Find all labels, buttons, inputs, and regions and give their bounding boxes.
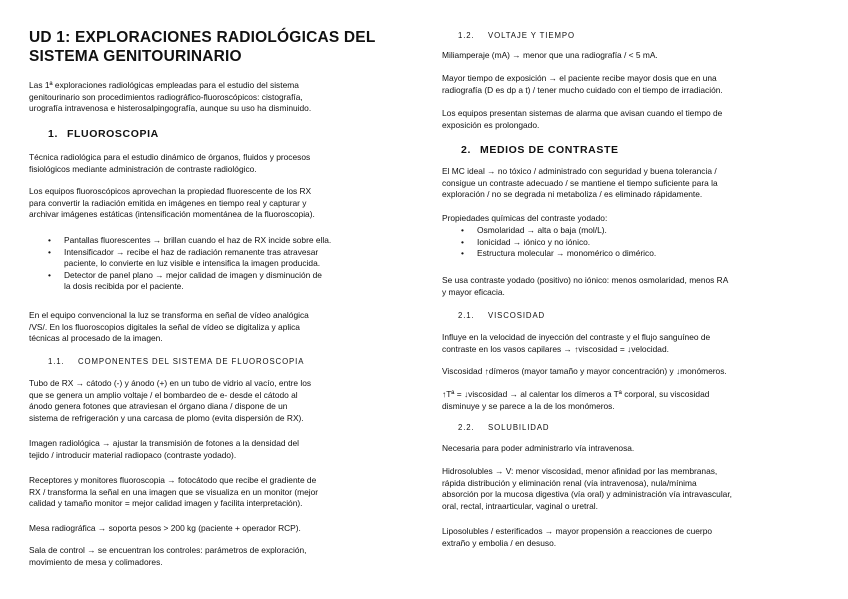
section-number: 2.2. [458, 423, 475, 432]
text-line: sistema de refrigeración y una carcasa de plomo (evita dispersión de RX). [29, 412, 304, 423]
list-item [455, 237, 820, 249]
bullet-icon: • [48, 235, 51, 245]
paragraph [29, 186, 406, 221]
text-line: la dosis recibida por el paciente. [64, 281, 184, 291]
subsection-heading-voltaje [458, 31, 575, 40]
properties-bullet-list [455, 225, 820, 260]
page-title [29, 28, 409, 66]
text-line: Mayor tiempo de exposición → el paciente recibe mayor dosis que en una [442, 73, 717, 83]
section-title: VOLTAJE Y TIEMPO [488, 31, 575, 40]
text-line: Ionicidad → iónico y no iónico. [477, 236, 591, 247]
text-line: El MC ideal → no tóxico / administrado con seguridad y buena tolerancia / [442, 166, 717, 176]
paragraph [29, 438, 406, 461]
text-line: absorción por la mucosa digestiva (vía oral) y administración vía intravascular, [442, 489, 732, 499]
paragraph [442, 275, 820, 298]
paragraph [442, 108, 820, 131]
text-line: Intensificador → recibe el haz de radiación remanente tras atravesar [64, 246, 319, 257]
paragraph [29, 523, 406, 535]
section-title: FLUOROSCOPIA [67, 128, 159, 140]
text-line: Detector de panel plano → mejor calidad de imagen y disminución de [64, 269, 322, 280]
list-item [42, 270, 406, 293]
text-line: que se genera un amplio voltaje / el bombardeo de e- desde el cátodo al [29, 389, 298, 400]
list-item [455, 248, 820, 260]
text-line: Hidrosolubles → V: menor viscosidad, menor afinidad por las membranas, [442, 466, 718, 476]
bullet-icon: • [461, 236, 464, 247]
paragraph [442, 389, 820, 412]
paragraph [29, 310, 406, 345]
text-line: Viscosidad ↑dímeros (mayor tamaño y mayor concentración) y ↓monómeros. [442, 366, 727, 376]
text-line: Propiedades químicas del contraste yodado: [442, 213, 608, 223]
title-line: SISTEMA GENITOURINARIO [29, 48, 242, 65]
section-title: COMPONENTES DEL SISTEMA DE FLUOROSCOPIA [78, 357, 305, 366]
paragraph [442, 50, 820, 62]
paragraph [29, 475, 406, 510]
subsection-heading-viscosidad [458, 311, 545, 320]
paragraph [442, 213, 820, 225]
text-line: Osmolaridad → alta o baja (mol/L). [477, 225, 607, 235]
text-line: paciente, lo convierte en luz visible e intensifica la imagen producida. [64, 258, 321, 268]
text-line: Miliamperaje (mA) → menor que una radiografía / < 5 mA. [442, 50, 658, 60]
text-line: Los equipos presentan sistemas de alarma que avisan cuando el tiempo de [442, 108, 723, 118]
paragraph [442, 73, 820, 96]
bullet-icon: • [461, 248, 464, 258]
paragraph [29, 152, 406, 175]
text-line: Mesa radiográfica → soporta pesos > 200 kg (paciente + operador RCP). [29, 523, 301, 533]
text-line: Influye en la velocidad de inyección del contraste y el flujo sanguíneo de [442, 332, 711, 342]
text-line: Las 1ª exploraciones radiológicas empleadas para el estudio del sistema [29, 80, 299, 90]
paragraph [442, 466, 820, 512]
text-line: técnicas al procesado de la imagen. [29, 333, 163, 343]
text-line: contraste en los vasos capilares → ↑viscosidad = ↓velocidad. [442, 343, 669, 354]
section-number: 2.1. [458, 311, 475, 320]
text-line: Tubo de RX → cátodo (-) y ánodo (+) en un tubo de vidrio al vacío, entre los [29, 378, 312, 388]
section-number: 1.2. [458, 31, 475, 40]
text-line: ánodo genera fotones que atraviesan el órgano diana / dispone de un [29, 401, 288, 411]
paragraph [29, 545, 406, 568]
list-item [42, 247, 406, 270]
paragraph [29, 378, 406, 424]
text-line: /VS/. En los fluoroscopios digitales la señal de vídeo se digitaliza y aplica [29, 321, 300, 332]
paragraph [442, 526, 820, 549]
bullet-icon: • [461, 225, 464, 235]
equipment-bullet-list [42, 235, 406, 293]
text-line: Receptores y monitores fluoroscopia → fotocátodo que recibe el gradiente de [29, 475, 317, 485]
section-number: 2. [461, 144, 471, 156]
text-line: archivar imágenes estáticas (intensificación momentánea de la fluoroscopia). [29, 209, 315, 219]
text-line: RX / transforma la señal en una imagen que se visualiza en un monitor (mejor [29, 486, 319, 497]
paragraph [442, 166, 820, 201]
bullet-icon: • [48, 246, 51, 257]
text-line: Técnica radiológica para el estudio dinámico de órganos, fluidos y procesos [29, 152, 311, 162]
subsection-heading-solubilidad [458, 423, 549, 432]
text-line: consigue un contraste adecuado / se mantiene el tiempo suficiente para la [442, 177, 718, 188]
text-line: para convertir la radiación emitida en imágenes en tiempo real y capturar y [29, 197, 307, 208]
text-line: extraño y embolia / en desuso. [442, 537, 557, 548]
text-line: rápida distribución y eliminación renal (vía intravenosa), nula/mínima [442, 477, 697, 488]
text-line: Sala de control → se encuentran los controles: parámetros de exploración, [29, 545, 307, 555]
text-line: Liposolubles / esterificados → mayor propensión a reacciones de cuerpo [442, 526, 713, 536]
text-line: Imagen radiológica → ajustar la transmisión de fotones a la densidad del [29, 438, 300, 448]
section-number: 1.1. [48, 357, 65, 366]
text-line: genitourinario son procedimientos radiográfico-fluoroscópicos: cistografía, [29, 91, 303, 102]
text-line: tejido / introducir material radiopaco (contraste yodado). [29, 449, 237, 460]
text-line: urografía intravenosa e histerosalpingografía, aunque su uso ha disminuido. [29, 103, 312, 113]
section-title: VISCOSIDAD [488, 311, 546, 320]
text-line: disminuye y se parece a la de los monómeros. [442, 400, 615, 411]
text-line: En el equipo convencional la luz se transforma en señal de vídeo analógica [29, 310, 309, 320]
section-title: SOLUBILIDAD [488, 423, 550, 432]
intro-paragraph [29, 80, 406, 115]
section-heading-fluoroscopia [48, 128, 159, 140]
bullet-icon: • [48, 269, 51, 280]
text-line: calidad y tamaño monitor = mejor calidad imagen y facilita interpretación). [29, 498, 303, 508]
title-line: UD 1: EXPLORACIONES RADIOLÓGICAS DEL [29, 29, 376, 46]
section-title: MEDIOS DE CONTRASTE [480, 144, 619, 156]
text-line: oral, rectal, intraarticular, vaginal o uretral. [442, 500, 598, 511]
text-line: radiografía (D es dp a t) / tener mucho cuidado con el tiempo de irradiación. [442, 84, 723, 95]
text-line: movimiento de mesa y colimadores. [29, 556, 163, 567]
subsection-heading-componentes [48, 357, 304, 366]
paragraph [442, 443, 820, 455]
text-line: Se usa contraste yodado (positivo) no iónico: menos osmolaridad, menos RA [442, 275, 729, 285]
section-number: 1. [48, 128, 58, 140]
paragraph [442, 332, 820, 355]
list-item [455, 225, 820, 237]
list-item [42, 235, 406, 247]
text-line: Pantallas fluorescentes → brillan cuando el haz de RX incide sobre ella. [64, 235, 332, 245]
text-line: exploración / no se degrada ni metaboliza / es eliminado rápidamente. [442, 189, 703, 199]
paragraph [442, 366, 820, 378]
text-line: exposición es prolongado. [442, 119, 540, 130]
text-line: y mayor eficacia. [442, 286, 505, 297]
text-line: Necesaria para poder administrarlo vía intravenosa. [442, 443, 635, 453]
text-line: Los equipos fluoroscópicos aprovechan la propiedad fluorescente de los RX [29, 186, 312, 196]
section-heading-medios-contraste [461, 144, 619, 156]
text-line: ↑Tª = ↓viscosidad → al calentar los dímeros a Tª corporal, su viscosidad [442, 389, 710, 399]
text-line: Estructura molecular → monomérico o dimérico. [477, 248, 657, 258]
text-line: fisiológicos mediante administración de contraste radiológico. [29, 163, 257, 174]
